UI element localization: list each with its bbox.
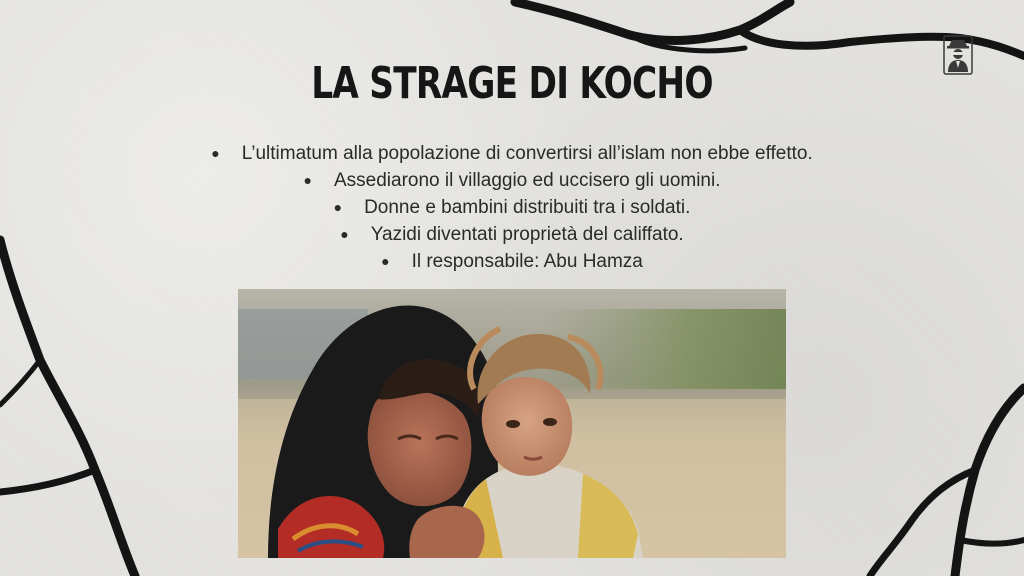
list-item xyxy=(0,140,1024,167)
bullet-text: L’ultimatum alla popolazione di convertirsi all’islam non ebbe effetto. xyxy=(241,143,813,164)
bullet-icon: ● xyxy=(333,199,343,215)
list-item xyxy=(0,194,1024,221)
woman-and-child-photo xyxy=(238,289,786,558)
list-item xyxy=(0,167,1024,194)
bullet-list xyxy=(0,140,1024,275)
list-item xyxy=(0,248,1024,275)
bullet-icon: ● xyxy=(340,226,349,242)
bullet-text: Il responsabile: Abu Hamza xyxy=(411,251,643,272)
bullet-text: Assediarono il villaggio ed uccisero gli uomini. xyxy=(333,170,721,191)
list-item xyxy=(0,221,1024,248)
bullet-icon: ● xyxy=(303,172,312,188)
bullet-icon: ● xyxy=(211,145,220,161)
bullet-text: Yazidi diventati proprietà del califfato. xyxy=(370,224,684,245)
bullet-text: Donne e bambini distribuiti tra i soldati. xyxy=(364,197,691,218)
spy-icon xyxy=(940,32,976,78)
page-title: LA STRAGE DI KOCHO xyxy=(311,58,713,109)
bullet-icon: ● xyxy=(381,253,390,269)
